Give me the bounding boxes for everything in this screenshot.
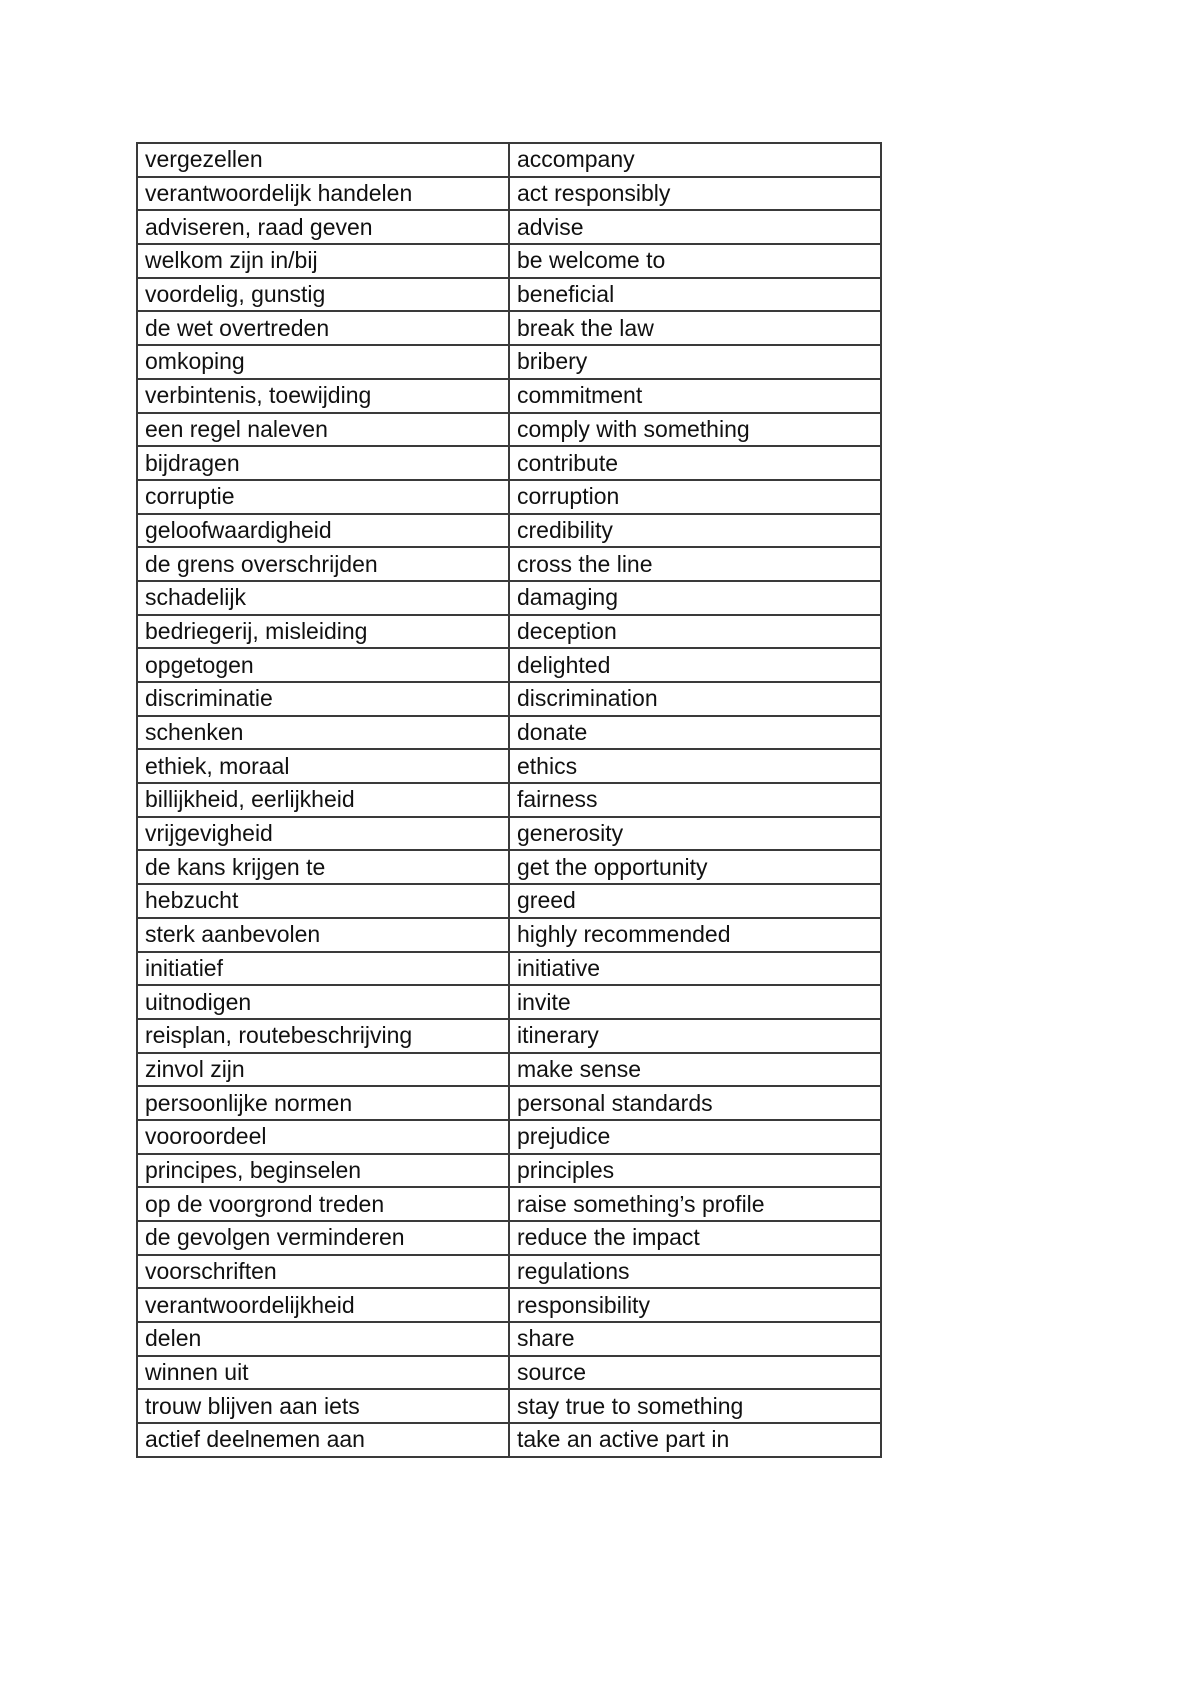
dutch-term-cell: de kans krijgen te <box>137 850 509 884</box>
english-term-cell: take an active part in <box>509 1423 881 1457</box>
dutch-term-cell: delen <box>137 1322 509 1356</box>
table-row <box>137 1288 881 1322</box>
dutch-term-cell: omkoping <box>137 345 509 379</box>
english-term-cell: accompany <box>509 143 881 177</box>
english-term-cell: discrimination <box>509 682 881 716</box>
table-row <box>137 547 881 581</box>
table-row <box>137 716 881 750</box>
table-row <box>137 1154 881 1188</box>
dutch-term-cell: bedriegerij, misleiding <box>137 615 509 649</box>
table-row <box>137 311 881 345</box>
table-row <box>137 379 881 413</box>
dutch-term-cell: vrijgevigheid <box>137 817 509 851</box>
table-row <box>137 1255 881 1289</box>
english-term-cell: itinerary <box>509 1019 881 1053</box>
table-row <box>137 952 881 986</box>
english-term-cell: personal standards <box>509 1086 881 1120</box>
english-term-cell: break the law <box>509 311 881 345</box>
dutch-term-cell: principes, beginselen <box>137 1154 509 1188</box>
table-row <box>137 278 881 312</box>
dutch-term-cell: opgetogen <box>137 648 509 682</box>
dutch-term-cell: voorschriften <box>137 1255 509 1289</box>
dutch-term-cell: vooroordeel <box>137 1120 509 1154</box>
dutch-term-cell: persoonlijke normen <box>137 1086 509 1120</box>
dutch-term-cell: een regel naleven <box>137 413 509 447</box>
table-row <box>137 918 881 952</box>
english-term-cell: principles <box>509 1154 881 1188</box>
table-row <box>137 1322 881 1356</box>
english-term-cell: get the opportunity <box>509 850 881 884</box>
english-term-cell: be welcome to <box>509 244 881 278</box>
table-row <box>137 1389 881 1423</box>
dutch-term-cell: winnen uit <box>137 1356 509 1390</box>
dutch-term-cell: hebzucht <box>137 884 509 918</box>
dutch-term-cell: sterk aanbevolen <box>137 918 509 952</box>
dutch-term-cell: uitnodigen <box>137 985 509 1019</box>
table-row <box>137 1120 881 1154</box>
table-row <box>137 413 881 447</box>
english-term-cell: corruption <box>509 480 881 514</box>
english-term-cell: share <box>509 1322 881 1356</box>
dutch-term-cell: geloofwaardigheid <box>137 514 509 548</box>
english-term-cell: commitment <box>509 379 881 413</box>
english-term-cell: make sense <box>509 1053 881 1087</box>
english-term-cell: invite <box>509 985 881 1019</box>
dutch-term-cell: schadelijk <box>137 581 509 615</box>
english-term-cell: damaging <box>509 581 881 615</box>
vocabulary-table <box>136 142 882 1458</box>
dutch-term-cell: de wet overtreden <box>137 311 509 345</box>
english-term-cell: beneficial <box>509 278 881 312</box>
dutch-term-cell: welkom zijn in/bij <box>137 244 509 278</box>
table-row <box>137 244 881 278</box>
english-term-cell: fairness <box>509 783 881 817</box>
english-term-cell: deception <box>509 615 881 649</box>
table-row <box>137 1356 881 1390</box>
table-row <box>137 1053 881 1087</box>
table-row <box>137 884 881 918</box>
dutch-term-cell: vergezellen <box>137 143 509 177</box>
dutch-term-cell: verantwoordelijkheid <box>137 1288 509 1322</box>
dutch-term-cell: ethiek, moraal <box>137 749 509 783</box>
dutch-term-cell: voordelig, gunstig <box>137 278 509 312</box>
table-row <box>137 446 881 480</box>
dutch-term-cell: schenken <box>137 716 509 750</box>
table-row <box>137 1423 881 1457</box>
table-row <box>137 648 881 682</box>
english-term-cell: comply with something <box>509 413 881 447</box>
english-term-cell: greed <box>509 884 881 918</box>
table-row <box>137 1086 881 1120</box>
dutch-term-cell: trouw blijven aan iets <box>137 1389 509 1423</box>
english-term-cell: prejudice <box>509 1120 881 1154</box>
english-term-cell: responsibility <box>509 1288 881 1322</box>
dutch-term-cell: bijdragen <box>137 446 509 480</box>
table-row <box>137 581 881 615</box>
dutch-term-cell: de gevolgen verminderen <box>137 1221 509 1255</box>
table-row <box>137 682 881 716</box>
english-term-cell: contribute <box>509 446 881 480</box>
dutch-term-cell: actief deelnemen aan <box>137 1423 509 1457</box>
english-term-cell: act responsibly <box>509 177 881 211</box>
dutch-term-cell: adviseren, raad geven <box>137 210 509 244</box>
table-row <box>137 1019 881 1053</box>
english-term-cell: ethics <box>509 749 881 783</box>
dutch-term-cell: discriminatie <box>137 682 509 716</box>
dutch-term-cell: corruptie <box>137 480 509 514</box>
table-row <box>137 749 881 783</box>
english-term-cell: bribery <box>509 345 881 379</box>
table-row <box>137 985 881 1019</box>
english-term-cell: regulations <box>509 1255 881 1289</box>
dutch-term-cell: verbintenis, toewijding <box>137 379 509 413</box>
table-row <box>137 1187 881 1221</box>
english-term-cell: credibility <box>509 514 881 548</box>
english-term-cell: advise <box>509 210 881 244</box>
table-row <box>137 783 881 817</box>
dutch-term-cell: billijkheid, eerlijkheid <box>137 783 509 817</box>
english-term-cell: stay true to something <box>509 1389 881 1423</box>
table-row <box>137 345 881 379</box>
table-row <box>137 1221 881 1255</box>
table-row <box>137 210 881 244</box>
english-term-cell: raise something’s profile <box>509 1187 881 1221</box>
english-term-cell: reduce the impact <box>509 1221 881 1255</box>
dutch-term-cell: zinvol zijn <box>137 1053 509 1087</box>
english-term-cell: source <box>509 1356 881 1390</box>
english-term-cell: highly recommended <box>509 918 881 952</box>
table-row <box>137 177 881 211</box>
english-term-cell: delighted <box>509 648 881 682</box>
table-row <box>137 850 881 884</box>
english-term-cell: initiative <box>509 952 881 986</box>
table-row <box>137 143 881 177</box>
dutch-term-cell: de grens overschrijden <box>137 547 509 581</box>
dutch-term-cell: initiatief <box>137 952 509 986</box>
table-row <box>137 480 881 514</box>
english-term-cell: generosity <box>509 817 881 851</box>
english-term-cell: donate <box>509 716 881 750</box>
english-term-cell: cross the line <box>509 547 881 581</box>
table-row <box>137 514 881 548</box>
dutch-term-cell: verantwoordelijk handelen <box>137 177 509 211</box>
table-row <box>137 615 881 649</box>
vocabulary-table-body <box>137 143 881 1457</box>
dutch-term-cell: reisplan, routebeschrijving <box>137 1019 509 1053</box>
table-row <box>137 817 881 851</box>
dutch-term-cell: op de voorgrond treden <box>137 1187 509 1221</box>
